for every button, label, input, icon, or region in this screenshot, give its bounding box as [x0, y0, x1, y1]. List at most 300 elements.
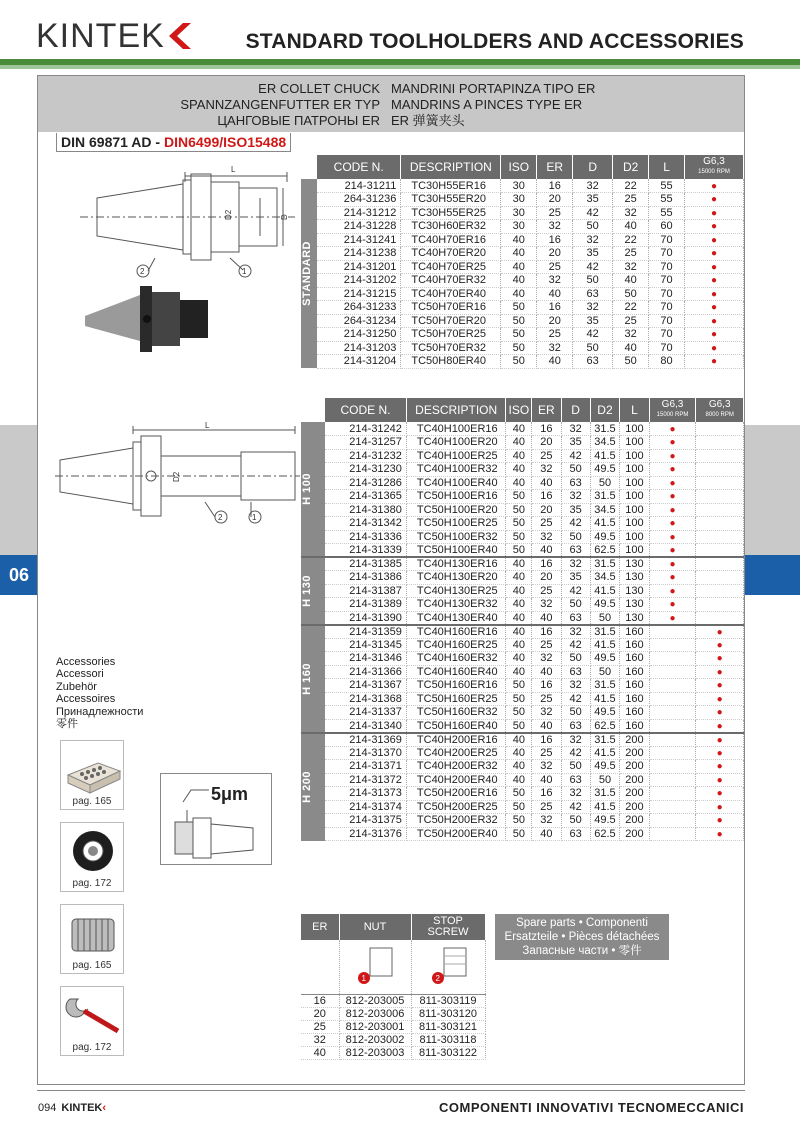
cell-value: 200 — [620, 787, 649, 801]
cell-code: 214-31367 — [325, 679, 406, 693]
cell-code: 214-31257 — [325, 436, 406, 450]
availability-8000: ● — [696, 652, 744, 666]
acc-page-ref: pag. 172 — [72, 1042, 112, 1053]
cell-description: TC30H55ER25 — [401, 206, 501, 220]
table-long — [301, 398, 744, 841]
cell-description: TC40H160ER16 — [406, 625, 506, 639]
cell-value: 32 — [561, 733, 590, 747]
cell-er: 40 — [301, 1046, 339, 1059]
cell-value: 70 — [649, 247, 685, 261]
availability-15000 — [649, 827, 696, 841]
cell-description: TC50H70ER16 — [401, 301, 501, 315]
cell-code: 214-31230 — [325, 463, 406, 477]
cell-value: 50 — [501, 355, 537, 369]
accessory-collet-box[interactable] — [60, 740, 124, 810]
cell-value: 40 — [506, 773, 532, 787]
acc-page-ref: pag. 165 — [72, 796, 112, 807]
cell-value: 40 — [501, 260, 537, 274]
cell-description: TC40H70ER25 — [401, 260, 501, 274]
table-row — [301, 328, 744, 342]
cell-description: TC40H160ER40 — [406, 665, 506, 679]
availability-8000: ● — [696, 746, 744, 760]
table-row — [301, 476, 744, 490]
availability-15000: ● — [649, 611, 696, 625]
availability-8000 — [696, 544, 744, 558]
cell-code: 214-31369 — [325, 733, 406, 747]
spare-illustration-row — [301, 940, 485, 994]
cell-description: TC50H160ER25 — [406, 692, 506, 706]
availability-15000 — [649, 814, 696, 828]
cell-value: 49.5 — [590, 530, 620, 544]
screw-marker-label: 2 — [435, 974, 440, 983]
cell-value: 70 — [649, 301, 685, 315]
nut-marker-label: 1 — [361, 974, 366, 983]
cell-value: 35 — [561, 571, 590, 585]
callout-2: 2 — [140, 267, 145, 276]
cell-value: 100 — [620, 544, 649, 558]
col-header: ER — [532, 398, 561, 422]
cell-nut: 812-203006 — [339, 1007, 411, 1020]
cell-value: 130 — [620, 611, 649, 625]
cell-value: 32 — [561, 625, 590, 639]
cell-value: 50 — [561, 598, 590, 612]
cell-value: 63 — [561, 611, 590, 625]
cell-value: 200 — [620, 800, 649, 814]
availability-15000: ● — [649, 422, 696, 436]
cell-value: 50 — [613, 287, 649, 301]
availability-15000 — [649, 760, 696, 774]
cell-value: 50 — [561, 814, 590, 828]
cell-value: 35 — [573, 314, 613, 328]
cell-value: 20 — [532, 436, 561, 450]
dim-l: L — [205, 421, 210, 430]
cell-value: 40 — [506, 463, 532, 477]
cell-value: 42 — [573, 206, 613, 220]
table-row — [301, 598, 744, 612]
cell-value: 50 — [506, 787, 532, 801]
availability-15000 — [649, 733, 696, 747]
table-row — [301, 760, 744, 774]
availability-15000: ● — [649, 530, 696, 544]
cell-value: 41.5 — [590, 584, 620, 598]
group-label — [301, 557, 325, 625]
cell-value: 100 — [620, 476, 649, 490]
acc-label: Accessories — [56, 656, 116, 668]
product-title-band — [38, 76, 744, 132]
table-row — [301, 206, 744, 220]
cell-value: 50 — [590, 611, 620, 625]
cell-value: 32 — [573, 233, 613, 247]
cell-code: 214-31242 — [325, 422, 406, 436]
availability-dot: ● — [685, 247, 744, 261]
table-row — [301, 706, 744, 720]
cell-value: 160 — [620, 638, 649, 652]
cell-value: 40 — [613, 341, 649, 355]
cell-description: TC50H160ER32 — [406, 706, 506, 720]
cell-value: 35 — [573, 193, 613, 207]
cell-value: 55 — [649, 179, 685, 193]
availability-8000 — [696, 463, 744, 477]
availability-8000 — [696, 476, 744, 490]
standard-iso: DIN6499/ISO15488 — [163, 134, 287, 150]
dim-d2: D2 — [224, 209, 233, 220]
footer-chevron-icon: ‹ — [102, 1102, 107, 1114]
cell-value: 40 — [532, 827, 561, 841]
runout-value: 5μm — [211, 784, 249, 804]
availability-dot: ● — [685, 355, 744, 369]
table-row — [301, 611, 744, 625]
cell-value: 50 — [573, 274, 613, 288]
cell-description: TC40H200ER16 — [406, 733, 506, 747]
cell-value: 32 — [561, 422, 590, 436]
cell-value: 63 — [561, 773, 590, 787]
cell-description: TC50H70ER25 — [401, 328, 501, 342]
cell-value: 25 — [613, 247, 649, 261]
cell-code: 214-31232 — [325, 449, 406, 463]
title-line: MANDRINS A PINCES TYPE ER — [391, 97, 583, 112]
cell-description: TC30H55ER20 — [401, 193, 501, 207]
cell-value: 50 — [506, 814, 532, 828]
accessory-collet[interactable] — [60, 904, 124, 974]
cell-value: 80 — [649, 355, 685, 369]
cell-value: 35 — [561, 436, 590, 450]
cell-value: 35 — [573, 247, 613, 261]
footer-brand: KINTEK — [61, 1102, 103, 1114]
cell-value: 16 — [532, 787, 561, 801]
acc-page-ref: pag. 165 — [72, 960, 112, 971]
cell-value: 50 — [501, 341, 537, 355]
cell-value: 32 — [532, 652, 561, 666]
cell-code: 214-31380 — [325, 503, 406, 517]
availability-dot: ● — [685, 220, 744, 234]
table-row — [301, 422, 744, 436]
cell-value: 40 — [506, 449, 532, 463]
cell-code: 214-31386 — [325, 571, 406, 585]
cell-value: 42 — [561, 517, 590, 531]
table-row — [301, 233, 744, 247]
availability-dot: ● — [685, 328, 744, 342]
g63-rpm: 15000 RPM — [656, 412, 689, 418]
table-row — [301, 544, 744, 558]
availability-8000: ● — [696, 773, 744, 787]
availability-15000: ● — [649, 584, 696, 598]
table-row — [301, 260, 744, 274]
availability-dot: ● — [685, 260, 744, 274]
col-header: D — [573, 155, 613, 179]
availability-dot: ● — [685, 206, 744, 220]
group-label-text: H 200 — [301, 771, 313, 803]
availability-8000: ● — [696, 800, 744, 814]
cell-value: 32 — [532, 463, 561, 477]
cell-value: 30 — [501, 193, 537, 207]
cell-value: 40 — [506, 476, 532, 490]
dim-d2: D2 — [172, 471, 181, 482]
availability-15000 — [649, 665, 696, 679]
availability-dot: ● — [685, 301, 744, 315]
table-row — [301, 530, 744, 544]
table-row — [301, 247, 744, 261]
title-line: SPANNZANGENFUTTER ER TYP — [180, 97, 380, 112]
cell-code: 214-31374 — [325, 800, 406, 814]
g63-label: G6,3 — [708, 399, 731, 410]
group-label — [301, 179, 317, 368]
cell-description: TC50H200ER32 — [406, 814, 506, 828]
availability-15000 — [649, 746, 696, 760]
table-row — [301, 1046, 485, 1059]
cell-value: 49.5 — [590, 463, 620, 477]
cell-value: 25 — [537, 260, 573, 274]
availability-8000 — [696, 490, 744, 504]
cell-description: TC50H100ER32 — [406, 530, 506, 544]
accessory-nut[interactable] — [60, 822, 124, 892]
cell-value: 32 — [573, 301, 613, 315]
cell-value: 55 — [649, 206, 685, 220]
col-header: D2 — [613, 155, 649, 179]
table-row — [301, 571, 744, 585]
cell-value: 63 — [561, 719, 590, 733]
cell-description: TC40H200ER25 — [406, 746, 506, 760]
cell-description: TC40H200ER40 — [406, 773, 506, 787]
cell-value: 42 — [573, 328, 613, 342]
cell-value: 32 — [561, 557, 590, 571]
cell-value: 40 — [537, 287, 573, 301]
runout-drawing — [161, 774, 273, 866]
standard-label — [56, 133, 291, 152]
cell-value: 32 — [573, 179, 613, 193]
cell-value: 130 — [620, 571, 649, 585]
cell-value: 200 — [620, 733, 649, 747]
caption-line: Ersatzteile • Pièces détachées — [504, 931, 660, 943]
cell-description: TC40H130ER25 — [406, 584, 506, 598]
callout-2: 2 — [218, 513, 223, 522]
table-row — [301, 314, 744, 328]
cell-code: 214-31373 — [325, 787, 406, 801]
cell-description: TC30H60ER32 — [401, 220, 501, 234]
cell-value: 40 — [506, 422, 532, 436]
col-header: CODE N. — [317, 155, 401, 179]
cell-code: 214-31387 — [325, 584, 406, 598]
cell-value: 34.5 — [590, 436, 620, 450]
side-tab-right-marker — [742, 555, 800, 595]
cell-value: 63 — [561, 665, 590, 679]
cell-description: TC40H130ER16 — [406, 557, 506, 571]
cell-value: 100 — [620, 436, 649, 450]
table-row — [301, 557, 744, 571]
cell-description: TC40H200ER32 — [406, 760, 506, 774]
footer-divider — [37, 1090, 745, 1091]
cell-value: 32 — [613, 206, 649, 220]
caption-line: Spare parts • Componenti — [516, 917, 648, 929]
cell-code: 214-31368 — [325, 692, 406, 706]
cell-er: 16 — [301, 994, 339, 1007]
col-header-g63 — [685, 155, 744, 179]
cell-value: 40 — [532, 665, 561, 679]
table-row — [301, 220, 744, 234]
cell-value: 160 — [620, 625, 649, 639]
cell-value: 32 — [613, 260, 649, 274]
cell-code: 214-31371 — [325, 760, 406, 774]
cell-value: 50 — [590, 773, 620, 787]
logo-text: KINTEK — [36, 16, 165, 55]
cell-value: 160 — [620, 692, 649, 706]
cell-value: 50 — [561, 463, 590, 477]
cell-value: 22 — [613, 233, 649, 247]
runout-tolerance-box — [160, 773, 272, 865]
availability-dot: ● — [685, 341, 744, 355]
table-row — [301, 994, 485, 1007]
cell-value: 32 — [532, 814, 561, 828]
cell-value: 32 — [532, 706, 561, 720]
cell-value: 100 — [620, 517, 649, 531]
availability-8000: ● — [696, 814, 744, 828]
cell-description: TC50H100ER25 — [406, 517, 506, 531]
title-line: MANDRINI PORTAPINZA TIPO ER — [391, 81, 596, 96]
cell-value: 50 — [501, 328, 537, 342]
group-label — [301, 422, 325, 557]
cell-value: 40 — [613, 220, 649, 234]
table-row — [301, 341, 744, 355]
col-header: ER — [301, 914, 339, 940]
availability-8000: ● — [696, 665, 744, 679]
group-label-text: H 160 — [301, 662, 313, 695]
cell-description: TC40H130ER40 — [406, 611, 506, 625]
cell-description: TC50H70ER20 — [401, 314, 501, 328]
cell-value: 160 — [620, 679, 649, 693]
cell-value: 41.5 — [590, 638, 620, 652]
cell-value: 20 — [532, 571, 561, 585]
cell-value: 42 — [561, 746, 590, 760]
cell-code: 214-31346 — [325, 652, 406, 666]
cell-value: 50 — [590, 665, 620, 679]
cell-description: TC50H100ER40 — [406, 544, 506, 558]
cell-value: 50 — [506, 490, 532, 504]
cell-value: 31.5 — [590, 422, 620, 436]
cell-value: 40 — [501, 233, 537, 247]
table-row — [301, 773, 744, 787]
cell-value: 32 — [532, 598, 561, 612]
availability-dot: ● — [685, 274, 744, 288]
availability-dot: ● — [685, 287, 744, 301]
cell-value: 25 — [613, 314, 649, 328]
nut-illustration — [339, 940, 411, 994]
cell-description: TC50H80ER40 — [401, 355, 501, 369]
screw-illustration — [411, 940, 485, 994]
cell-code: 214-31340 — [325, 719, 406, 733]
cell-value: 40 — [506, 436, 532, 450]
cell-value: 62.5 — [590, 544, 620, 558]
cell-value: 70 — [649, 328, 685, 342]
cell-code: 214-31212 — [317, 206, 401, 220]
cell-value: 100 — [620, 422, 649, 436]
table-row — [301, 274, 744, 288]
cell-value: 42 — [561, 449, 590, 463]
cell-value: 25 — [537, 206, 573, 220]
cell-value: 40 — [506, 557, 532, 571]
col-header: ISO — [501, 155, 537, 179]
cell-value: 32 — [561, 490, 590, 504]
toolholder-drawing-long — [55, 420, 300, 540]
cell-value: 40 — [506, 584, 532, 598]
cell-value: 130 — [620, 598, 649, 612]
cell-value: 40 — [501, 274, 537, 288]
cell-description: TC40H100ER25 — [406, 449, 506, 463]
cell-value: 25 — [537, 328, 573, 342]
cell-value: 16 — [532, 422, 561, 436]
table-row — [301, 436, 744, 450]
cell-value: 63 — [573, 355, 613, 369]
page-title: STANDARD TOOLHOLDERS AND ACCESSORIES — [245, 30, 744, 53]
wrench-icon — [62, 991, 124, 1043]
group-label — [301, 733, 325, 841]
availability-15000: ● — [649, 598, 696, 612]
availability-8000 — [696, 517, 744, 531]
cell-value: 50 — [506, 827, 532, 841]
col-header-g63-8000 — [696, 398, 744, 422]
cell-value: 160 — [620, 706, 649, 720]
cell-value: 16 — [532, 733, 561, 747]
availability-8000: ● — [696, 719, 744, 733]
availability-15000: ● — [649, 436, 696, 450]
cell-value: 63 — [573, 287, 613, 301]
availability-8000 — [696, 598, 744, 612]
cell-code: 214-31366 — [325, 665, 406, 679]
cell-value: 31.5 — [590, 733, 620, 747]
cell-value: 70 — [649, 341, 685, 355]
toolholder-photo — [85, 286, 208, 352]
cell-code: 214-31201 — [317, 260, 401, 274]
header-divider-light — [0, 65, 800, 69]
cell-value: 60 — [649, 220, 685, 234]
cell-code: 214-31238 — [317, 247, 401, 261]
cell-value: 200 — [620, 827, 649, 841]
collet-box-icon — [62, 745, 124, 797]
cell-value: 70 — [649, 260, 685, 274]
col-header: L — [620, 398, 649, 422]
cell-value: 160 — [620, 719, 649, 733]
accessory-wrench[interactable] — [60, 986, 124, 1056]
cell-value: 50 — [501, 301, 537, 315]
cell-value: 22 — [613, 179, 649, 193]
caption-line: Запасные части • 零件 — [522, 945, 642, 957]
cell-value: 50 — [573, 220, 613, 234]
cell-screw: 811-303121 — [411, 1020, 485, 1033]
cell-value: 62.5 — [590, 719, 620, 733]
cell-value: 25 — [532, 517, 561, 531]
cell-value: 32 — [532, 530, 561, 544]
acc-label: Принадлежности — [56, 705, 144, 718]
cell-description: TC50H100ER20 — [406, 503, 506, 517]
title-line: ЦАНГОВЫЕ ПАТРОНЫ ER — [217, 113, 380, 128]
table-row — [301, 638, 744, 652]
acc-label: Zubehör — [56, 680, 97, 693]
table-row — [301, 692, 744, 706]
cell-value: 16 — [532, 490, 561, 504]
table-row — [301, 463, 744, 477]
cell-value: 41.5 — [590, 800, 620, 814]
kintek-logo — [36, 18, 193, 54]
cell-value: 32 — [537, 341, 573, 355]
cell-value: 31.5 — [590, 787, 620, 801]
cell-description: TC50H100ER16 — [406, 490, 506, 504]
cell-description: TC50H200ER16 — [406, 787, 506, 801]
accessories-labels — [56, 656, 143, 730]
group-label — [301, 625, 325, 733]
col-header: D2 — [590, 398, 620, 422]
table-row — [301, 179, 744, 193]
cell-value: 130 — [620, 557, 649, 571]
availability-8000: ● — [696, 625, 744, 639]
cell-value: 50 — [506, 503, 532, 517]
